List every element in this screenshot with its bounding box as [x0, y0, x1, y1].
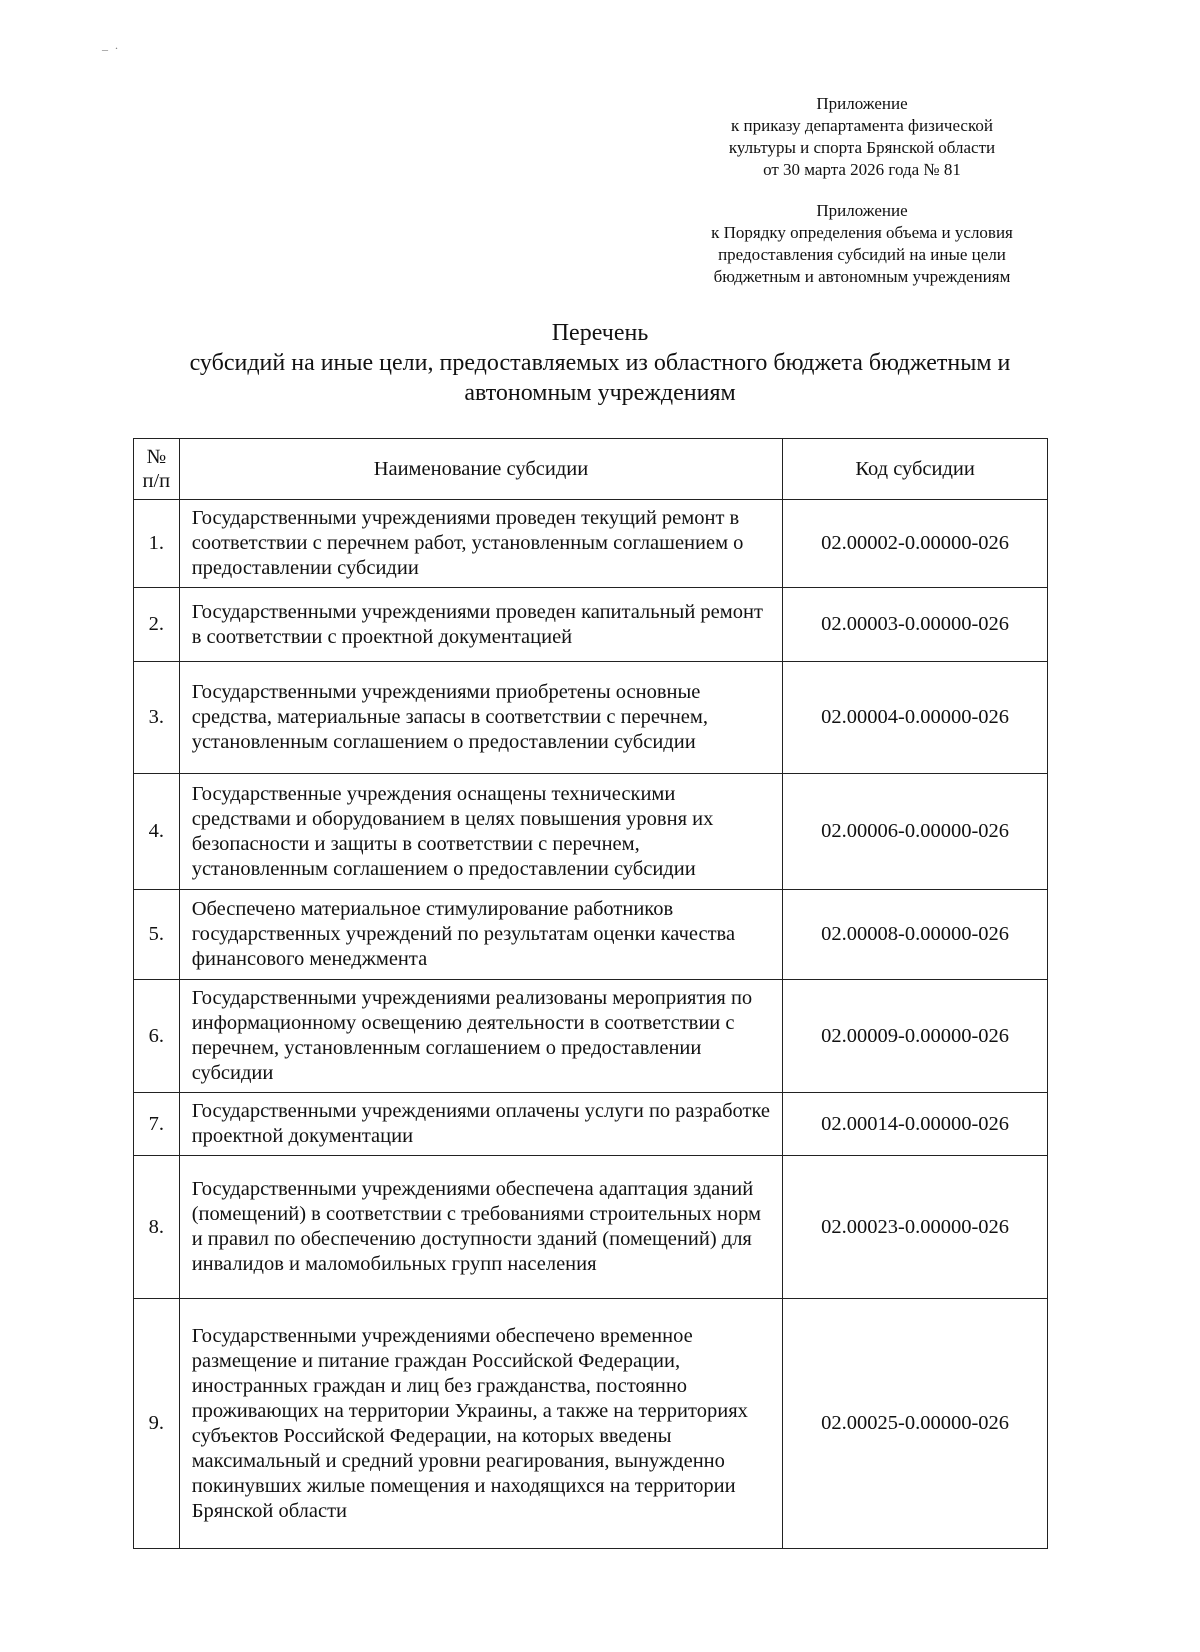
row-number: 5. — [134, 890, 180, 980]
row-subsidy-code: 02.00002-0.00000-026 — [783, 500, 1048, 588]
row-subsidy-name: Государственными учреждениями приобретены основные средства, материальные запасы в соответствии с перечнем, установленным соглашением о предоставлении субсидии — [179, 662, 783, 774]
row-subsidy-code: 02.00006-0.00000-026 — [783, 774, 1048, 890]
table-row — [134, 1093, 1048, 1156]
row-subsidy-code: 02.00025-0.00000-026 — [783, 1299, 1048, 1549]
row-number: 2. — [134, 588, 180, 662]
table-row — [134, 588, 1048, 662]
appendix-line: бюджетным и автономным учреждениям — [713, 267, 1011, 286]
subsidies-table — [133, 438, 1048, 1549]
title-line: автономным учреждениям — [464, 380, 736, 406]
row-number: 9. — [134, 1299, 180, 1549]
row-number: 4. — [134, 774, 180, 890]
title-line: субсидий на иные цели, предоставляемых из областного бюджета бюджетным и — [189, 350, 1011, 376]
table-row — [134, 662, 1048, 774]
row-number: 8. — [134, 1156, 180, 1299]
row-number: 1. — [134, 500, 180, 588]
row-subsidy-code: 02.00023-0.00000-026 — [783, 1156, 1048, 1299]
row-subsidy-name: Государственными учреждениями проведен капитальный ремонт в соответствии с проектной документацией — [179, 588, 783, 662]
appendix-line: к приказу департамента физической — [731, 116, 993, 135]
appendix-line: к Порядку определения объема и условия — [711, 223, 1013, 242]
row-subsidy-code: 02.00009-0.00000-026 — [783, 980, 1048, 1093]
header-number-abbr: п/п — [142, 470, 171, 492]
row-subsidy-code: 02.00004-0.00000-026 — [783, 662, 1048, 774]
row-subsidy-name: Государственными учреждениями реализованы мероприятия по информационному освещению деятельности в соответствии с перечнем, установленным соглашением о предоставлении субсидии — [179, 980, 783, 1093]
row-subsidy-name: Государственные учреждения оснащены техническими средствами и оборудованием в целях повышения уровня их безопасности и защиты в соответствии с перечнем, установленным соглашением о предоставлении субсидии — [179, 774, 783, 890]
header-number — [134, 439, 180, 500]
appendix-to-order — [642, 93, 1082, 181]
table-row — [134, 1156, 1048, 1299]
appendix-line: Приложение — [816, 201, 908, 220]
table-row — [134, 774, 1048, 890]
row-subsidy-code: 02.00014-0.00000-026 — [783, 1093, 1048, 1156]
appendix-line: предоставления субсидий на иные цели — [718, 245, 1006, 264]
row-subsidy-name: Обеспечено материальное стимулирование работников государственных учреждений по результатам оценки качества финансового менеджмента — [179, 890, 783, 980]
document-title — [100, 318, 1100, 408]
row-number: 3. — [134, 662, 180, 774]
appendix-to-procedure — [642, 200, 1082, 288]
table-row — [134, 980, 1048, 1093]
title-line: Перечень — [551, 320, 649, 346]
appendix-line: культуры и спорта Брянской области — [728, 138, 996, 157]
table-row — [134, 1299, 1048, 1549]
row-number: 7. — [134, 1093, 180, 1156]
row-subsidy-name: Государственными учреждениями оплачены услуги по разработке проектной документации — [179, 1093, 783, 1156]
row-subsidy-code: 02.00008-0.00000-026 — [783, 890, 1048, 980]
row-subsidy-name: Государственными учреждениями проведен текущий ремонт в соответствии с перечнем работ, установленным соглашением о предоставлении субсидии — [179, 500, 783, 588]
table-row — [134, 890, 1048, 980]
row-number: 6. — [134, 980, 180, 1093]
header-subsidy-name: Наименование субсидии — [179, 439, 783, 500]
table-header-row — [134, 439, 1048, 500]
appendix-line: Приложение — [816, 94, 908, 113]
appendix-line: от 30 марта 2026 года № 81 — [763, 160, 961, 179]
row-subsidy-code: 02.00003-0.00000-026 — [783, 588, 1048, 662]
scan-mark: _ . — [102, 38, 120, 52]
header-subsidy-code: Код субсидии — [783, 439, 1048, 500]
row-subsidy-name: Государственными учреждениями обеспечено временное размещение и питание граждан Российской Федерации, иностранных граждан и лиц без гражданства, постоянно проживающих на территории Украины, а также на территориях субъектов Российской Федерации, на которых введены максимальный и средний уровни реагирования, вынужденно покинувших жилые помещения и находящихся на территории Брянской области — [179, 1299, 783, 1549]
table-row — [134, 500, 1048, 588]
header-number-sign: № — [146, 446, 167, 468]
row-subsidy-name: Государственными учреждениями обеспечена адаптация зданий (помещений) в соответствии с требованиями строительных норм и правил по обеспечению доступности зданий (помещений) для инвалидов и маломобильных групп населения — [179, 1156, 783, 1299]
